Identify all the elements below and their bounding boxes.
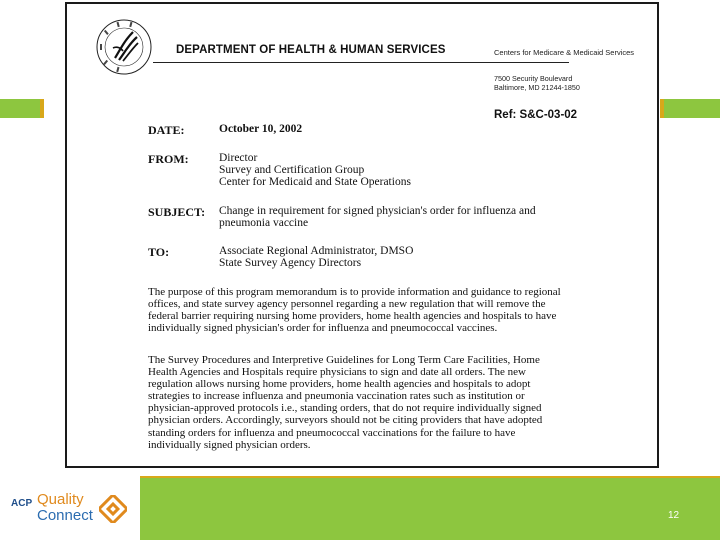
paragraph-line: strategies to increase influenza and pneumonia vaccination rates such as institution or (148, 390, 525, 403)
subject-label: SUBJECT: (148, 205, 206, 219)
footer-stripe (140, 476, 720, 478)
memo-document (65, 2, 659, 468)
paragraph-line: federal barrier requiring nursing home providers, home health agencies and hospitals to have (148, 310, 557, 323)
to-value (219, 245, 413, 269)
purpose-paragraph (148, 286, 618, 334)
subject-line: pneumonia vaccine (219, 217, 309, 229)
to-line: Associate Regional Administrator, DMSO (219, 245, 414, 257)
accent-bar-right (660, 99, 720, 118)
paragraph-line: physician-approved protocols i.e., standing orders, that do not require individually signed (148, 402, 542, 415)
paragraph-line: individually signed physician orders. (148, 438, 311, 451)
subject-value (219, 205, 536, 229)
from-line: Director (219, 152, 258, 164)
paragraph-line: physician orders. Accordingly, surveyors should not be citing providers that have adopted (148, 414, 543, 427)
paragraph-line: individually signed physician's order for influenza and pneumococcal vaccines. (148, 322, 498, 335)
paragraph-line: regulation allows nursing home providers, home health agencies and hospitals to adopt (148, 378, 531, 391)
paragraph-line: offices, and state survey agency personnel regarding a new regulation that will remove the (148, 298, 546, 311)
address-line: 7500 Security Boulevard (494, 74, 573, 83)
from-line: Center for Medicaid and State Operations (219, 176, 411, 188)
address-line: Baltimore, MD 21244-1850 (494, 83, 580, 92)
paragraph-line: Health Agencies and Hospitals require physicians to sign and date all orders. The new (148, 366, 526, 379)
quality-connect-logo-icon (99, 495, 127, 523)
footer-green-bar (140, 476, 720, 540)
subject-line: Change in requirement for signed physician's order for influenza and (219, 205, 536, 217)
page-number: 12 (668, 510, 680, 521)
paragraph-line: The purpose of this program memorandum is to provide information and guidance to regional (148, 286, 561, 298)
department-heading: DEPARTMENT OF HEALTH & HUMAN SERVICES (176, 44, 446, 56)
paragraph-line: The Survey Procedures and Interpretive Guidelines for Long Term Care Facilities, Home (148, 354, 540, 366)
accent-bar-left (0, 99, 44, 118)
paragraph-line: standing orders for influenza and pneumococcal vaccinations for the failure to have (148, 426, 516, 439)
reference-number: Ref: S&C-03-02 (494, 109, 578, 121)
acp-logo-text: ACP (11, 498, 33, 509)
to-line: State Survey Agency Directors (219, 257, 362, 269)
guidelines-paragraph (148, 354, 618, 451)
quality-logo-text: Quality (37, 491, 84, 508)
agency-address (494, 74, 580, 92)
header-rule (153, 62, 569, 63)
accent-bar-right-edge (660, 99, 664, 118)
accent-bar-left-edge (40, 99, 44, 118)
from-value (219, 152, 411, 188)
hhs-seal-icon (95, 18, 153, 76)
date-value: October 10, 2002 (219, 123, 303, 135)
from-label: FROM: (148, 152, 189, 166)
agency-name: Centers for Medicare & Medicaid Services (494, 48, 635, 57)
connect-logo-text: Connect (37, 507, 93, 524)
to-label: TO: (148, 245, 170, 259)
from-line: Survey and Certification Group (219, 164, 365, 176)
date-label: DATE: (148, 123, 185, 137)
